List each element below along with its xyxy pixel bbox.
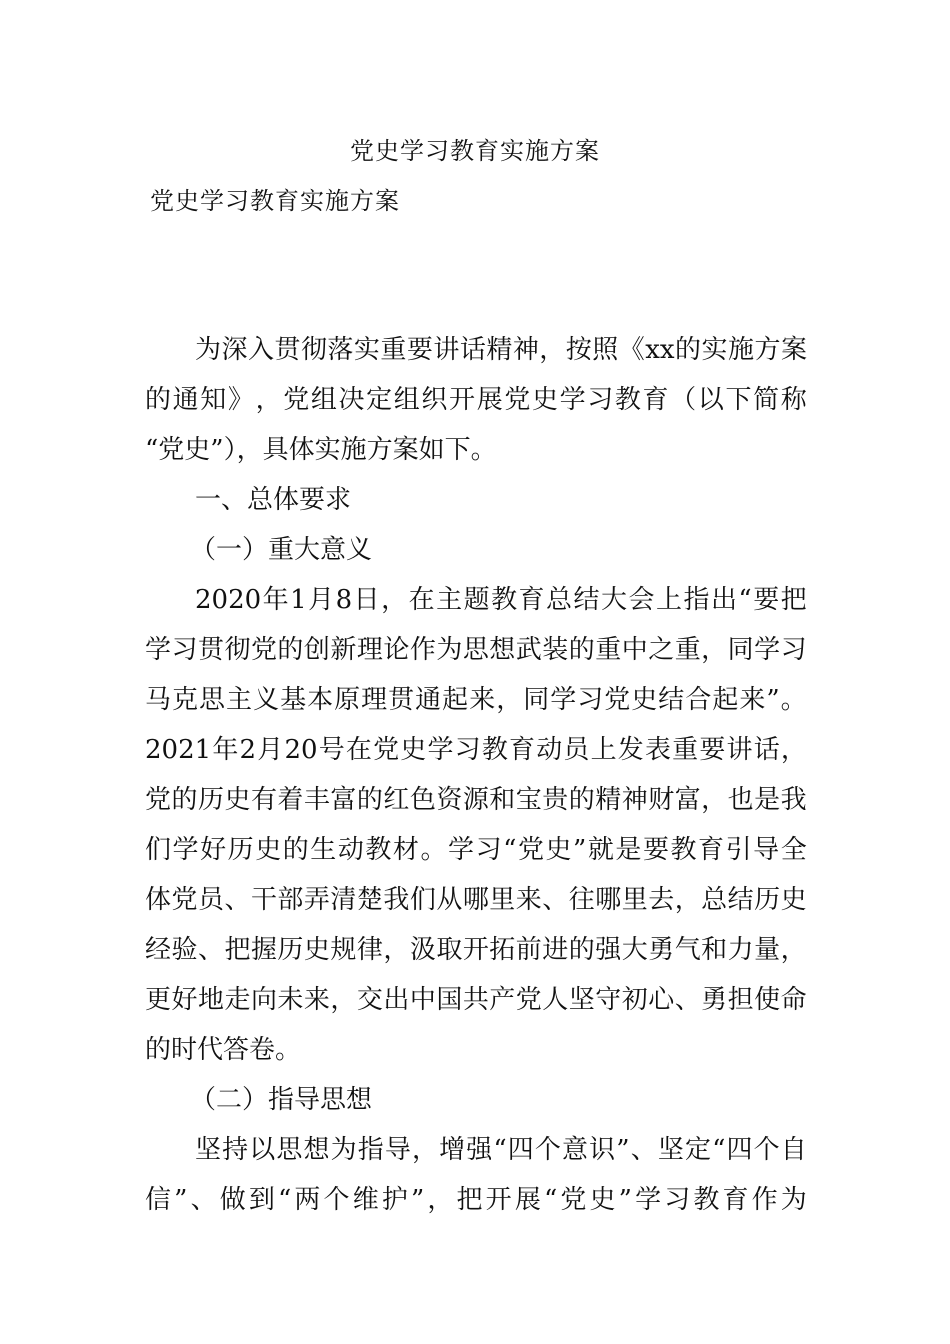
subsection-heading: （二）指导思想 xyxy=(190,1085,373,1115)
subsection-heading: （一）重大意义 xyxy=(190,535,373,565)
section-heading: 一、总体要求 xyxy=(195,485,352,515)
paragraph-line: 2020 年 1 月 8 日 ， 在 主 题 教 育 总 结 大 会 上 指 出 “ 要 把 xyxy=(195,585,807,615)
paragraph-line: 们 学 好 历 史 的 生 动 教 材 。 学 习 “ 党 史 ” 就 是 要 教 育 引 导 全 xyxy=(145,835,807,865)
document-title: 党史学习教育实施方案 xyxy=(350,137,600,165)
paragraph-line: 学 习 贯 彻 党 的 创 新 理 论 作 为 思 想 武 装 的 重 中 之 重 ， 同 学 习 xyxy=(145,635,807,665)
paragraph-line: 的时代答卷。 xyxy=(145,1035,302,1065)
paragraph-line: 的 通 知 》 ， 党 组 决 定 组 织 开 展 党 史 学 习 教 育 （ 以 下 简 称 xyxy=(145,385,807,415)
paragraph-line: 党 的 历 史 有 着 丰 富 的 红 色 资 源 和 宝 贵 的 精 神 财 富 ， 也 是 我 xyxy=(145,785,807,815)
paragraph-line: 信 ” 、 做 到 “ 两 个 维 护 ” ， 把 开 展 “ 党 史 ” 学 习 教 育 作 为 xyxy=(145,1185,807,1215)
paragraph-line: 经 验 、 把 握 历 史 规 律 ， 汲 取 开 拓 前 进 的 强 大 勇 气 和 力 量 ， xyxy=(145,935,807,965)
paragraph-line: 2021 年 2 月 20 号 在 党 史 学 习 教 育 动 员 上 发 表 重 要 讲 话 ， xyxy=(145,735,807,765)
paragraph-line: 马 克 思 主 义 基 本 原 理 贯 通 起 来 ， 同 学 习 党 史 结 合 起 来 ” 。 xyxy=(145,685,807,715)
paragraph-line: “党史”），具体实施方案如下。 xyxy=(145,435,497,465)
document-subtitle: 党史学习教育实施方案 xyxy=(150,187,400,215)
paragraph-line: 坚 持 以 思 想 为 指 导 ， 增 强 “ 四 个 意 识 ” 、 坚 定 “ 四 个 自 xyxy=(195,1135,807,1165)
paragraph-line: 体 党 员 、 干 部 弄 清 楚 我 们 从 哪 里 来 、 往 哪 里 去 ， 总 结 历 史 xyxy=(145,885,807,915)
paragraph-line: 更 好 地 走 向 未 来 ， 交 出 中 国 共 产 党 人 坚 守 初 心 、 勇 担 使 命 xyxy=(145,985,807,1015)
paragraph-line: 为 深 入 贯 彻 落 实 重 要 讲 话 精 神 ， 按 照 《 xx 的 实 施 方 案 xyxy=(195,335,807,365)
